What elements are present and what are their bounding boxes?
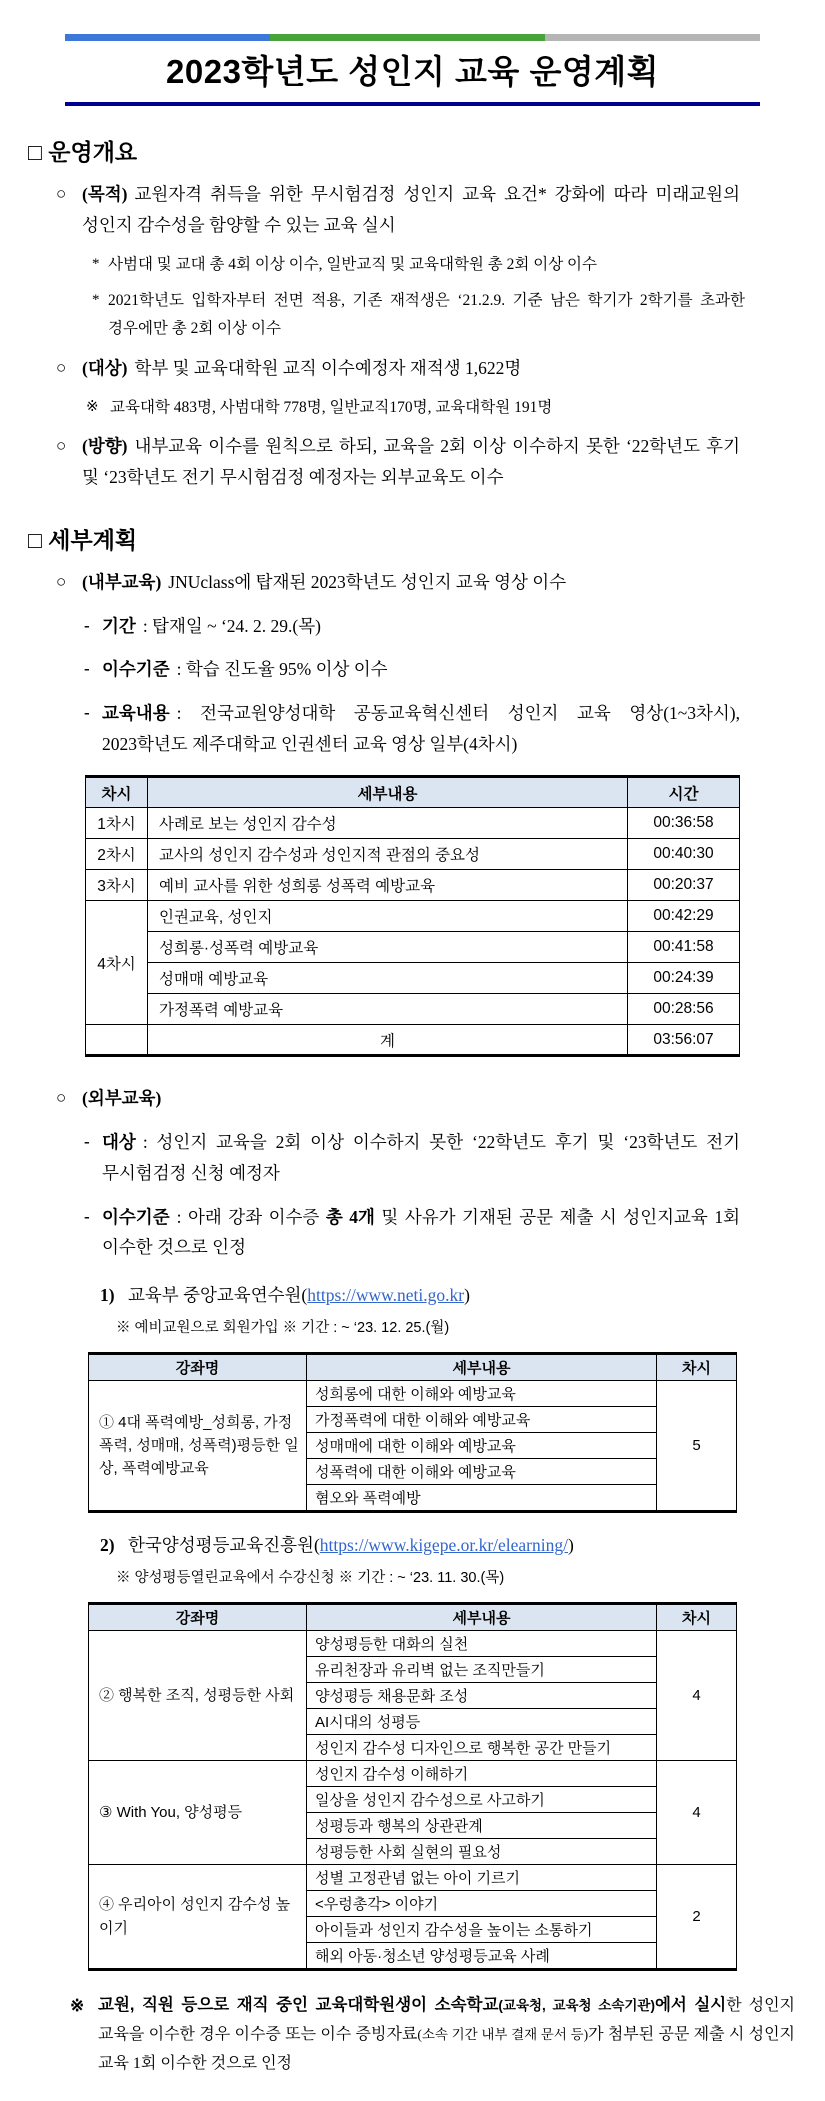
dash-marker: -: [84, 615, 90, 635]
table-cell: 혐오와 폭력예방: [307, 1484, 657, 1511]
footnote-bold: 교원, 직원 등으로 재직 중인 교육대학원생이 소속학교: [98, 1996, 499, 2015]
total-time-cell: 03:56:07: [628, 1025, 740, 1056]
course-title-cell: ② 행복한 조직, 성평등한 사회: [89, 1631, 307, 1761]
column-header-course: 강좌명: [89, 1353, 307, 1380]
table-cell: 성평등과 행복의 상관관계: [307, 1813, 657, 1839]
purpose-note-1: [92, 251, 745, 279]
external-criteria-after: 및 사유가 기재된 공문 제출 시 성인지교육 1회 이수한 것으로 인정: [102, 1206, 740, 1258]
table-cell: 아이들과 성인지 감수성을 높이는 소통하기: [307, 1917, 657, 1943]
table-header-row: [89, 1604, 737, 1631]
table-cell: 성평등한 사회 실현의 필요성: [307, 1839, 657, 1865]
direction-label: (방향): [82, 436, 128, 457]
table-row: [86, 839, 740, 870]
reference-marker: ※: [70, 1996, 85, 2016]
table-cell: 유리천장과 유리벽 없는 조직만들기: [307, 1657, 657, 1683]
table-cell: 성인지 감수성 이해하기: [307, 1761, 657, 1787]
bar-segment-gray: [545, 34, 760, 41]
neti-link[interactable]: https://www.neti.go.kr: [307, 1284, 465, 1305]
circle-bullet: ○: [56, 571, 67, 591]
direction-body: 내부교육 이수를 원칙으로 하되, 교육을 2회 이상 이수하지 못한 ‘22학년도 후기 및 ‘23학년도 전기 무시험검정 예정자는 외부교육도 이수: [82, 436, 740, 488]
external-education-item: [56, 1083, 740, 1114]
table-cell: 00:36:58: [628, 808, 740, 839]
criteria-item: [84, 654, 740, 685]
column-header-time: 시간: [628, 777, 740, 808]
provider-name-line: [128, 1281, 470, 1309]
kigepe-note: ※ 양성평등열린교육에서 수강신청 ※ 기간 : ~ ‘23. 11. 30.(목): [116, 1569, 505, 1586]
dash-marker: -: [84, 659, 90, 679]
table-row: [86, 808, 740, 839]
table-header-row: [89, 1353, 737, 1380]
table-cell: AI시대의 성평등: [307, 1709, 657, 1735]
course-title-cell: ① 4대 폭력예방_성희롱, 가정폭력, 성매매, 성폭력)평등한 일상, 폭력예방교육: [89, 1380, 307, 1511]
circle-bullet: ○: [56, 436, 67, 456]
internal-education-label: (내부교육): [82, 571, 162, 592]
column-header-content: 세부내용: [148, 777, 628, 808]
direction-text: [82, 431, 740, 493]
footnote-normal: 가 첨부된 공문 제출 시 성인지 교육 1회 이수한 것으로 인정: [98, 2025, 795, 2072]
content-value: : 전국교원양성대학 공동교육혁신센터 성인지 교육 영상(1~3차시), 2023학년도 제주대학교 인권센터 교육 영상 일부(4차시): [102, 702, 740, 754]
table-cell: 양성평등 채용문화 조성: [307, 1683, 657, 1709]
provider-neti: [100, 1281, 765, 1309]
internal-education-text: [82, 567, 740, 598]
criteria-text: [102, 654, 740, 685]
purpose-note-text: 사범대 및 교대 총 4회 이상 이수, 일반교직 및 교육대학원 총 2회 이상 이수: [108, 256, 597, 274]
asterisk-marker: *: [92, 292, 100, 309]
purpose-item: [56, 179, 740, 241]
external-education-text: [82, 1083, 740, 1114]
purpose-note-2: [92, 287, 745, 343]
decorative-top-bar: [65, 34, 760, 41]
circle-bullet: ○: [56, 1088, 67, 1108]
column-header-course: 강좌명: [89, 1604, 307, 1631]
table-row: [86, 901, 740, 932]
table-row: [89, 1380, 737, 1406]
sessions-cell: 4: [657, 1761, 737, 1865]
dash-marker: -: [84, 1206, 90, 1226]
table-cell: 해외 아동·청소년 양성평등교육 사례: [307, 1943, 657, 1970]
internal-education-body: JNUclass에 탑재된 2023학년도 성인지 교육 영상 이수: [168, 571, 567, 592]
reference-marker: ※: [86, 399, 99, 416]
bar-segment-blue: [65, 34, 270, 41]
period-label: 기간: [102, 615, 136, 636]
column-header-content: 세부내용: [307, 1353, 657, 1380]
external-education-label: (외부교육): [82, 1088, 162, 1109]
table-cell: 사례로 보는 성인지 감수성: [148, 808, 628, 839]
external-criteria-text: [102, 1202, 740, 1263]
table-cell: 인권교육, 성인지: [148, 901, 628, 932]
neti-note: ※ 예비교원으로 회원가입 ※ 기간 : ~ ‘23. 12. 25.(월): [116, 1319, 450, 1336]
footnote-bold-small: (교육청, 교육청 소속기관): [498, 1998, 655, 2014]
target-note-text: 교육대학 483명, 사범대학 778명, 일반교직170명, 교육대학원 191명: [110, 399, 553, 417]
provider-kigepe: [100, 1531, 765, 1559]
table-row: [89, 1631, 737, 1657]
purpose-text: [82, 179, 740, 241]
external-target-text: [102, 1127, 740, 1188]
table-cell: 가정폭력 예방교육: [148, 994, 628, 1025]
table-cell: 교사의 성인지 감수성과 성인지적 관점의 중요성: [148, 839, 628, 870]
table-cell: <우렁총각> 이야기: [307, 1891, 657, 1917]
target-body: 학부 및 교육대학원 교직 이수예정자 재적생 1,622명: [134, 357, 522, 378]
content-text: [102, 698, 740, 759]
table-cell: 00:40:30: [628, 839, 740, 870]
table-cell: 일상을 성인지 감수성으로 사고하기: [307, 1787, 657, 1813]
target-label: (대상): [82, 357, 128, 378]
table-row: [86, 963, 740, 994]
title-divider: [65, 102, 760, 106]
criteria-label: 이수기준: [102, 659, 170, 680]
content-item: [84, 698, 740, 759]
external-criteria-before: : 아래 강좌 이수증: [176, 1206, 326, 1227]
course-title-cell: ③ With You, 양성평등: [89, 1761, 307, 1865]
table-cell: 가정폭력에 대한 이해와 예방교육: [307, 1406, 657, 1432]
table-cell: 00:24:39: [628, 963, 740, 994]
section-plan-heading: □ 세부계획: [28, 526, 138, 553]
column-header-sessions: 차시: [657, 1353, 737, 1380]
table-cell: 00:20:37: [628, 870, 740, 901]
table-cell: 성인지 감수성 디자인으로 행복한 공간 만들기: [307, 1735, 657, 1761]
dash-marker: -: [84, 1132, 90, 1152]
external-target-label: 대상: [102, 1132, 136, 1153]
sessions-cell: 4: [657, 1631, 737, 1761]
table-row: [86, 994, 740, 1025]
table-cell: 00:28:56: [628, 994, 740, 1025]
total-label-cell: 계: [148, 1025, 628, 1056]
table-cell: 00:42:29: [628, 901, 740, 932]
provider-name: 교육부 중앙교육연수원(: [128, 1284, 308, 1305]
table-cell: 성희롱에 대한 이해와 예방교육: [307, 1380, 657, 1406]
provider-paren: ): [464, 1284, 470, 1305]
table-cell: 성매매 예방교육: [148, 963, 628, 994]
table-cell: 00:41:58: [628, 932, 740, 963]
target-item: [56, 353, 740, 384]
content-label: 교육내용: [102, 702, 170, 723]
internal-education-item: [56, 567, 740, 598]
table-cell: 1차시: [86, 808, 148, 839]
table-cell: 예비 교사를 위한 성희롱 성폭력 예방교육: [148, 870, 628, 901]
table-cell: 성폭력에 대한 이해와 예방교육: [307, 1458, 657, 1484]
external-criteria-bold: 총 4개: [325, 1206, 375, 1227]
table-row: [89, 1761, 737, 1787]
criteria-value: : 학습 진도율 95% 이상 이수: [176, 659, 388, 680]
table-cell: 성희롱·성폭력 예방교육: [148, 932, 628, 963]
provider-name: 한국양성평등교육진흥원(: [128, 1534, 320, 1555]
direction-item: [56, 431, 740, 493]
table-header-row: [86, 777, 740, 808]
internal-education-table: [85, 775, 740, 1057]
table-cell-session4: 4차시: [86, 901, 148, 1025]
neti-course-table: [88, 1352, 737, 1513]
provider-name-line: [128, 1531, 574, 1559]
table-cell: 양성평등한 대화의 실천: [307, 1631, 657, 1657]
section-overview-heading: □ 운영개요: [28, 139, 138, 165]
column-header-content: 세부내용: [307, 1604, 657, 1631]
purpose-label: (목적): [82, 184, 128, 204]
circle-bullet: ○: [56, 184, 67, 203]
table-row: [86, 932, 740, 963]
table-cell: 3차시: [86, 870, 148, 901]
footnote-bold-tail: 에서 실시: [654, 1996, 727, 2015]
period-value: : 탑재일 ~ ‘24. 2. 29.(목): [142, 615, 321, 636]
provider-number: 2): [100, 1534, 115, 1555]
external-criteria-item: [84, 1202, 740, 1263]
sessions-cell: 5: [657, 1380, 737, 1511]
table-cell: 성별 고정관념 없는 아이 기르기: [307, 1865, 657, 1891]
footnote-text: [98, 1991, 795, 2078]
table-row: [89, 1865, 737, 1891]
page-title: 2023학년도 성인지 교육 운영계획: [166, 53, 659, 90]
table-cell: 2차시: [86, 839, 148, 870]
footnote-normal: 한 성인지 교육을 이수한 경우 이수증 또는 이수 증빙자료: [98, 1997, 796, 2043]
table-row: [86, 870, 740, 901]
course-title-cell: ④ 우리아이 성인지 감수성 높이기: [89, 1865, 307, 1970]
provider-number: 1): [100, 1284, 115, 1305]
purpose-body: 교원자격 취득을 위한 무시험검정 성인지 교육 요건* 강화에 따라 미래교원의 성인지 감수성을 함양할 수 있는 교육 실시: [82, 184, 740, 236]
footnote: [70, 1991, 795, 2078]
target-note: [86, 394, 745, 421]
provider-paren: ): [567, 1534, 574, 1555]
purpose-note-text: 2021학년도 입학자부터 전면 적용, 기존 재적생은 ‘21.2.9. 기준 남은 학기가 2학기를 초과한 경우에만 총 2회 이상 이수: [108, 292, 745, 338]
circle-bullet: ○: [56, 357, 67, 377]
asterisk-marker: *: [92, 256, 100, 273]
target-text: [82, 353, 740, 384]
sessions-cell: 2: [657, 1865, 737, 1970]
external-target-item: [84, 1127, 740, 1188]
footnote-small: (소속 기간 내부 결재 문서 등): [417, 2026, 589, 2042]
total-row: [86, 1025, 740, 1056]
table-cell: 성매매에 대한 이해와 예방교육: [307, 1432, 657, 1458]
external-target-value: : 성인지 교육을 2회 이상 이수하지 못한 ‘22학년도 후기 및 ‘23학년도 전기 무시험검정 신청 예정자: [102, 1132, 740, 1183]
external-criteria-label: 이수기준: [102, 1206, 170, 1227]
dash-marker: -: [84, 702, 90, 722]
period-item: [84, 611, 740, 642]
kigepe-link[interactable]: https://www.kigepe.or.kr/elearning/: [319, 1534, 568, 1555]
column-header-session: 차시: [86, 777, 148, 808]
period-text: [102, 611, 740, 642]
table-cell-empty: [86, 1025, 148, 1056]
column-header-sessions: 차시: [657, 1604, 737, 1631]
kigepe-course-table: [88, 1602, 737, 1971]
bar-segment-green: [270, 34, 545, 41]
